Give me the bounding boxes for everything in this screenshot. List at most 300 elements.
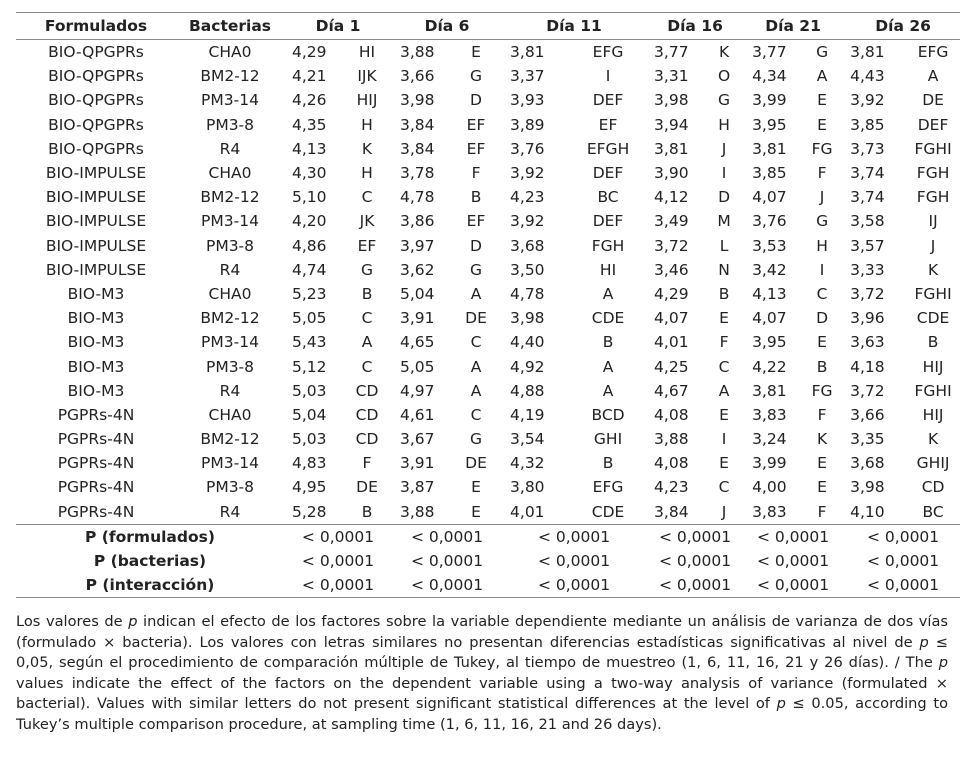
letter-cell: JK (359, 212, 375, 231)
table-row (16, 258, 960, 282)
value-cell: 3,63 (850, 333, 885, 352)
letter-cell: HIJ (922, 357, 944, 376)
column-header: Día 11 (502, 13, 646, 40)
letter-cell: CDE (570, 500, 646, 525)
value-cell: 4,74 (292, 260, 327, 279)
value-cell: 3,74 (850, 188, 885, 207)
letter-cell: D (470, 236, 482, 255)
value-cell: 3,83 (744, 500, 802, 525)
letter-cell: E (817, 454, 827, 473)
letter-cell: D (816, 309, 829, 328)
letter-cell: HIJ (356, 91, 378, 110)
letter-cell: EFG (917, 43, 949, 62)
table-row (16, 282, 960, 306)
value-cell: 4,13 (752, 284, 787, 303)
p-value-cell: < 0,0001 (392, 573, 502, 598)
letter-cell: E (471, 478, 481, 497)
value-cell: 5,03 (292, 430, 327, 449)
note-p-symbol: p (128, 613, 138, 630)
value-cell: 3,87 (400, 478, 435, 497)
table-row (16, 475, 960, 499)
value-cell: 4,67 (654, 381, 689, 400)
p-value-row (16, 549, 960, 573)
value-cell: 5,04 (292, 405, 327, 424)
value-cell: 3,62 (400, 260, 435, 279)
note-text: ≤ 0,05, según el procedimiento de comparación múltiple de Tukey, al tiempo de muestreo (1, 6, 11, 16, 21 y 26 días). / The (16, 633, 948, 671)
letter-cell: CD (355, 405, 379, 424)
bacteria-cell: CHA0 (208, 284, 252, 303)
letter-cell: L (719, 236, 729, 255)
value-cell: 3,95 (752, 333, 787, 352)
value-cell: 3,81 (752, 381, 787, 400)
value-cell: 3,98 (400, 91, 435, 110)
letter-cell: HIJ (922, 405, 944, 424)
note-text: values indicate the effect of the factors on the dependent variable using a two-way analysis of variance (formulated × bacterial). Values with similar letters do not present significant statistical differences at the level of (16, 674, 948, 712)
table-row (16, 354, 960, 378)
note-text: Los valores de (16, 613, 129, 630)
letter-cell: FGH (916, 188, 950, 207)
letter-cell: E (450, 500, 502, 525)
letter-cell: G (361, 260, 374, 279)
value-cell: 3,97 (400, 236, 435, 255)
formulado-cell: BIO-QPGPRs (48, 139, 144, 158)
letter-cell: E (719, 454, 729, 473)
table-row (16, 113, 960, 137)
letter-cell: CD (355, 430, 379, 449)
results-table (16, 12, 960, 598)
value-cell: 3,92 (510, 164, 545, 183)
value-cell: 3,72 (654, 236, 689, 255)
value-cell: 4,07 (654, 309, 689, 328)
letter-cell: A (602, 357, 614, 376)
letter-cell: I (605, 67, 611, 86)
formulado-cell: BIO-IMPULSE (45, 164, 147, 183)
value-cell: 3,92 (510, 212, 545, 231)
value-cell: 4,29 (654, 284, 689, 303)
p-value-cell: < 0,0001 (301, 527, 375, 546)
table-row (16, 40, 960, 65)
letter-cell: C (816, 284, 828, 303)
note-text: ≤ 0.05, according to Tukey’s multiple comparison procedure, at sampling time (1, 6, 11, 16, 21 and 26 days). (16, 695, 948, 733)
letter-cell: F (719, 333, 729, 352)
value-cell: 4,19 (510, 405, 545, 424)
letter-cell: G (816, 43, 829, 62)
letter-cell: EF (357, 236, 377, 255)
letter-cell: CD (921, 478, 945, 497)
letter-cell: HI (599, 260, 617, 279)
letter-cell: FG (811, 381, 833, 400)
letter-cell: B (361, 284, 373, 303)
value-cell: 3,68 (510, 236, 545, 255)
value-cell: 3,95 (752, 115, 787, 134)
letter-cell: DEF (592, 164, 624, 183)
value-cell: 4,23 (654, 478, 689, 497)
letter-cell: DEF (917, 115, 949, 134)
letter-cell: K (928, 430, 939, 449)
formulado-cell: PGPRs-4N (57, 405, 135, 424)
bacteria-cell: PM3-8 (205, 236, 255, 255)
letter-cell: I (721, 430, 727, 449)
value-cell: 4,83 (292, 454, 327, 473)
letter-cell: CDE (916, 309, 950, 328)
value-cell: 3,96 (850, 309, 885, 328)
value-cell: 4,20 (292, 212, 327, 231)
bacteria-cell: PM3-14 (201, 212, 259, 231)
formulado-cell: BIO-QPGPRs (48, 67, 144, 86)
p-value-label: P (formulados) (85, 527, 215, 546)
value-cell: 3,81 (752, 139, 787, 158)
value-cell: 4,25 (654, 357, 689, 376)
letter-cell: A (718, 381, 730, 400)
table-row (16, 64, 960, 88)
value-cell: 3,84 (400, 139, 435, 158)
bacteria-cell: BM2-12 (200, 67, 260, 86)
bacteria-cell: PM3-14 (201, 333, 259, 352)
letter-cell: J (721, 139, 727, 158)
column-header: Bacterias (176, 13, 284, 40)
value-cell: 3,88 (392, 500, 450, 525)
value-cell: 3,74 (850, 164, 885, 183)
value-cell: 3,35 (850, 430, 885, 449)
note-text: indican el efecto de los factores sobre la variable dependiente mediante un análisis de varianza de dos vías (formulado × bacteria). Los valores con letras similares no presentan diferencias estadísticas significativas al nivel de (16, 613, 948, 651)
value-cell: 4,23 (510, 188, 545, 207)
value-cell: 4,13 (292, 139, 327, 158)
value-cell: 4,26 (292, 91, 327, 110)
letter-cell: F (802, 500, 842, 525)
value-cell: 3,72 (850, 284, 885, 303)
value-cell: 3,94 (654, 115, 689, 134)
value-cell: 3,67 (400, 430, 435, 449)
value-cell: 3,76 (510, 139, 545, 158)
note-p-symbol: p (919, 633, 929, 651)
letter-cell: F (471, 164, 481, 183)
note-p-symbol: p (938, 654, 948, 671)
p-value-cell: < 0,0001 (646, 573, 744, 598)
letter-cell: GHI (593, 430, 623, 449)
value-cell: 3,66 (850, 405, 885, 424)
letter-cell: G (718, 91, 731, 110)
p-value-cell: < 0,0001 (284, 573, 392, 598)
formulado-cell: PGPRs-4N (16, 500, 176, 525)
table-row (16, 234, 960, 258)
value-cell: 3,80 (510, 478, 545, 497)
letter-cell: O (717, 67, 731, 86)
value-cell: 3,72 (850, 381, 885, 400)
value-cell: 4,01 (654, 333, 689, 352)
p-value-label: P (interacción) (16, 573, 284, 598)
bacteria-cell: R4 (219, 139, 241, 158)
letter-cell: C (361, 357, 373, 376)
table-row (16, 500, 960, 525)
value-cell: 4,07 (752, 188, 787, 207)
letter-cell: H (361, 164, 373, 183)
bacteria-cell: CHA0 (208, 405, 252, 424)
p-value-cell: < 0,0001 (301, 551, 375, 570)
value-cell: 3,99 (752, 454, 787, 473)
letter-cell: A (470, 357, 482, 376)
p-value-row (16, 524, 960, 549)
value-cell: 3,33 (850, 260, 885, 279)
value-cell: 3,37 (510, 67, 545, 86)
letter-cell: A (361, 333, 373, 352)
letter-cell: DE (922, 91, 944, 110)
table-row (16, 88, 960, 112)
bacteria-cell: CHA0 (208, 164, 252, 183)
value-cell: 5,04 (400, 284, 435, 303)
value-cell: 4,65 (400, 333, 435, 352)
letter-cell: D (470, 91, 482, 110)
letter-cell: B (927, 333, 939, 352)
value-cell: 5,05 (400, 357, 435, 376)
letter-cell: H (718, 115, 730, 134)
letter-cell: FGHI (914, 139, 952, 158)
letter-cell: FGH (591, 236, 625, 255)
value-cell: 4,61 (400, 405, 435, 424)
letter-cell: J (930, 236, 936, 255)
table-row (16, 379, 960, 403)
letter-cell: EF (466, 212, 486, 231)
value-cell: 4,43 (850, 67, 885, 86)
value-cell: 3,53 (752, 236, 787, 255)
value-cell: 5,05 (292, 309, 327, 328)
value-cell: 3,42 (752, 260, 787, 279)
column-header: Día 21 (744, 13, 842, 40)
p-value-cell: < 0,0001 (842, 573, 960, 598)
value-cell: 5,23 (292, 284, 327, 303)
letter-cell: C (470, 333, 482, 352)
letter-cell: EF (466, 139, 486, 158)
value-cell: 3,83 (752, 405, 787, 424)
value-cell: 4,08 (654, 405, 689, 424)
table-row (16, 427, 960, 451)
value-cell: 3,88 (654, 430, 689, 449)
value-cell: 3,77 (752, 43, 787, 62)
formulado-cell: BIO-M3 (67, 309, 125, 328)
bacteria-cell: PM3-8 (205, 357, 255, 376)
bacteria-cell: BM2-12 (200, 188, 260, 207)
letter-cell: K (718, 43, 730, 62)
letter-cell: G (470, 67, 483, 86)
bacteria-cell: BM2-12 (200, 309, 260, 328)
letter-cell: DEF (592, 91, 624, 110)
letter-cell: F (817, 405, 827, 424)
results-table-container (16, 12, 952, 598)
value-cell: 3,99 (752, 91, 787, 110)
letter-cell: D (718, 188, 731, 207)
letter-cell: H (816, 236, 828, 255)
letter-cell: A (816, 67, 828, 86)
value-cell: 4,32 (510, 454, 545, 473)
letter-cell: EF (598, 115, 618, 134)
letter-cell: EFG (592, 43, 624, 62)
value-cell: 3,76 (752, 212, 787, 231)
bacteria-cell: PM3-8 (205, 115, 255, 134)
p-value-cell: < 0,0001 (756, 527, 830, 546)
formulado-cell: BIO-M3 (67, 381, 125, 400)
letter-cell: DEF (592, 212, 624, 231)
value-cell: 4,29 (292, 43, 327, 62)
value-cell: 3,84 (646, 500, 704, 525)
letter-cell: C (718, 357, 730, 376)
column-header: Día 16 (646, 13, 744, 40)
value-cell: 3,58 (850, 212, 885, 231)
value-cell: 3,77 (654, 43, 689, 62)
bacteria-cell: R4 (176, 500, 284, 525)
letter-cell: J (704, 500, 744, 525)
letter-cell: N (718, 260, 730, 279)
value-cell: 4,95 (292, 478, 327, 497)
value-cell: 4,07 (752, 309, 787, 328)
letter-cell: K (928, 260, 939, 279)
bacteria-cell: PM3-14 (201, 91, 259, 110)
letter-cell: B (602, 333, 614, 352)
value-cell: 5,12 (292, 357, 327, 376)
bacteria-cell: PM3-8 (205, 478, 255, 497)
formulado-cell: BIO-M3 (67, 284, 125, 303)
formulado-cell: PGPRs-4N (57, 454, 135, 473)
letter-cell: FGHI (914, 381, 952, 400)
value-cell: 4,40 (510, 333, 545, 352)
table-row (16, 451, 960, 475)
letter-cell: BC (597, 188, 619, 207)
letter-cell: FGH (916, 164, 950, 183)
letter-cell: E (471, 43, 481, 62)
letter-cell: G (470, 260, 483, 279)
value-cell: 3,24 (752, 430, 787, 449)
p-value-cell: < 0,0001 (502, 573, 646, 598)
formulado-cell: BIO-QPGPRs (48, 43, 144, 62)
value-cell: 5,28 (284, 500, 342, 525)
value-cell: 3,98 (850, 478, 885, 497)
value-cell: 3,54 (510, 430, 545, 449)
table-row (16, 161, 960, 185)
letter-cell: F (362, 454, 372, 473)
table-row (16, 403, 960, 427)
value-cell: 3,85 (752, 164, 787, 183)
value-cell: 4,22 (752, 357, 787, 376)
value-cell: 5,03 (292, 381, 327, 400)
letter-cell: FG (811, 139, 833, 158)
p-value-cell: < 0,0001 (537, 527, 611, 546)
letter-cell: DE (465, 309, 487, 328)
letter-cell: E (817, 333, 827, 352)
letter-cell: DE (465, 454, 487, 473)
value-cell: 3,92 (850, 91, 885, 110)
letter-cell: I (721, 164, 727, 183)
letter-cell: B (470, 188, 482, 207)
column-header: Día 26 (842, 13, 960, 40)
header-row (16, 13, 960, 40)
p-value-cell: < 0,0001 (658, 527, 732, 546)
letter-cell: EFGH (586, 139, 630, 158)
value-cell: 4,35 (292, 115, 327, 134)
letter-cell: I (819, 260, 825, 279)
letter-cell: E (817, 91, 827, 110)
value-cell: 3,57 (850, 236, 885, 255)
formulado-cell: BIO-IMPULSE (45, 260, 147, 279)
value-cell: 4,18 (850, 357, 885, 376)
value-cell: 3,81 (654, 139, 689, 158)
letter-cell: M (717, 212, 731, 231)
p-values-section (16, 524, 960, 597)
value-cell: 5,43 (292, 333, 327, 352)
value-cell: 3,86 (400, 212, 435, 231)
value-cell: 4,86 (292, 236, 327, 255)
letter-cell: DE (356, 478, 378, 497)
letter-cell: B (342, 500, 392, 525)
value-cell: 4,08 (654, 454, 689, 473)
column-header: Formulados (16, 13, 176, 40)
formulado-cell: BIO-M3 (67, 333, 125, 352)
letter-cell: HI (358, 43, 376, 62)
letter-cell: E (719, 405, 729, 424)
letter-cell: EFG (592, 478, 624, 497)
p-value-label: P (bacterias) (93, 551, 207, 570)
p-value-cell: < 0,0001 (658, 551, 732, 570)
table-row (16, 306, 960, 330)
letter-cell: G (470, 430, 483, 449)
p-value-cell: < 0,0001 (537, 551, 611, 570)
value-cell: 4,78 (510, 284, 545, 303)
formulado-cell: BIO-M3 (67, 357, 125, 376)
p-value-cell: < 0,0001 (867, 527, 940, 546)
value-cell: 3,93 (510, 91, 545, 110)
bacteria-cell: R4 (219, 260, 241, 279)
value-cell: 3,84 (400, 115, 435, 134)
value-cell: 3,46 (654, 260, 689, 279)
value-cell: 3,78 (400, 164, 435, 183)
letter-cell: A (470, 381, 482, 400)
p-value-cell: < 0,0001 (867, 551, 940, 570)
formulado-cell: BIO-IMPULSE (45, 236, 147, 255)
value-cell: 4,10 (842, 500, 902, 525)
table-row (16, 330, 960, 354)
value-cell: 4,78 (400, 188, 435, 207)
letter-cell: H (361, 115, 373, 134)
letter-cell: CD (355, 381, 379, 400)
value-cell: 4,21 (292, 67, 327, 86)
value-cell: 4,30 (292, 164, 327, 183)
bacteria-cell: PM3-14 (201, 454, 259, 473)
value-cell: 3,98 (654, 91, 689, 110)
value-cell: 3,98 (510, 309, 545, 328)
letter-cell: B (602, 454, 614, 473)
value-cell: 4,34 (752, 67, 787, 86)
letter-cell: E (817, 115, 827, 134)
value-cell: 3,50 (510, 260, 545, 279)
letter-cell: FGHI (914, 284, 952, 303)
letter-cell: F (817, 164, 827, 183)
letter-cell: C (470, 405, 482, 424)
value-cell: 3,73 (850, 139, 885, 158)
letter-cell: BCD (591, 405, 625, 424)
letter-cell: IJ (928, 212, 938, 231)
letter-cell: CDE (591, 309, 625, 328)
p-value-cell: < 0,0001 (410, 527, 484, 546)
column-header: Día 6 (392, 13, 502, 40)
letter-cell: A (602, 284, 614, 303)
letter-cell: A (602, 381, 614, 400)
bacteria-cell: CHA0 (208, 43, 252, 62)
table-row (16, 137, 960, 161)
value-cell: 3,90 (654, 164, 689, 183)
letter-cell: GHIJ (916, 454, 950, 473)
table-row (16, 185, 960, 209)
value-cell: 4,97 (400, 381, 435, 400)
value-cell: 3,66 (400, 67, 435, 86)
letter-cell: K (816, 430, 828, 449)
letter-cell: IJK (357, 67, 377, 86)
